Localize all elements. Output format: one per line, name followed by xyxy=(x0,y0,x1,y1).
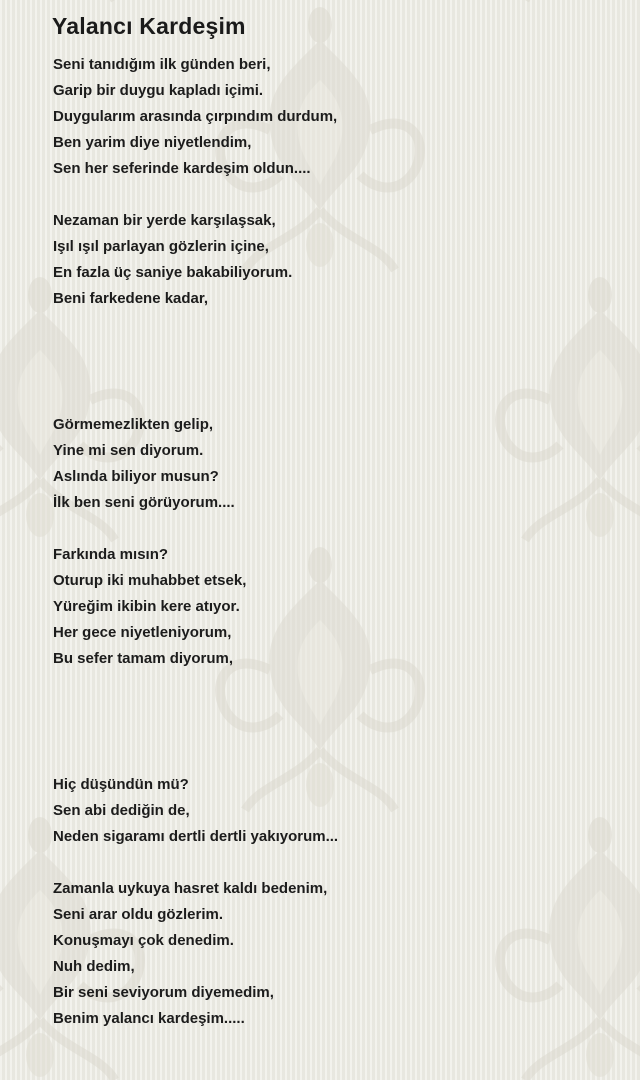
poem-line: Sen abi dediğin de, xyxy=(53,802,190,819)
poem-line: Neden sigaramı dertli dertli yakıyorum... xyxy=(53,828,339,845)
poem-line: Konuşmayı çok denedim. xyxy=(53,932,234,949)
stanza xyxy=(53,412,235,516)
poem-line: Görmemezlikten gelip, xyxy=(53,416,214,433)
poem-line: En fazla üç saniye bakabiliyorum. xyxy=(53,264,293,281)
stanza xyxy=(53,52,337,182)
poem-line: Yüreğim ikibin kere atıyor. xyxy=(53,598,240,615)
poem-line: Benim yalancı kardeşim..... xyxy=(53,1010,245,1027)
poem-line: Nezaman bir yerde karşılaşsak, xyxy=(53,212,276,229)
poem-line: Seni tanıdığım ilk günden beri, xyxy=(53,56,271,73)
poem-line: Hiç düşündün mü? xyxy=(53,776,189,793)
poem-line: Garip bir duygu kapladı içimi. xyxy=(53,82,264,99)
stanza xyxy=(53,772,338,850)
stanza xyxy=(53,876,327,1032)
poem-line: Farkında mısın? xyxy=(53,546,169,563)
stanza xyxy=(53,542,246,672)
poem-line: Nuh dedim, xyxy=(53,958,135,975)
poem-line: Ben yarim diye niyetlendim, xyxy=(53,134,252,151)
poem-line: Her gece niyetleniyorum, xyxy=(53,624,232,641)
poem-line: Duygularım arasında çırpındım durdum, xyxy=(53,108,338,125)
poem-line: Beni farkedene kadar, xyxy=(53,290,209,307)
poem-line: Sen her seferinde kardeşim oldun.... xyxy=(53,160,311,177)
stanza xyxy=(53,208,292,312)
poem-line: Aslında biliyor musun? xyxy=(53,468,219,485)
poem-line: Zamanla uykuya hasret kaldı bedenim, xyxy=(53,880,328,897)
poem-line: Işıl ışıl parlayan gözlerin içine, xyxy=(53,238,269,255)
poem-line: İlk ben seni görüyorum.... xyxy=(53,494,235,511)
poem-line: Oturup iki muhabbet etsek, xyxy=(53,572,247,589)
poem-line: Bu sefer tamam diyorum, xyxy=(53,650,234,667)
poem-title: Yalancı Kardeşim xyxy=(52,13,246,39)
poem-line: Bir seni seviyorum diyemedim, xyxy=(53,984,274,1001)
poem-line: Seni arar oldu gözlerim. xyxy=(53,906,224,923)
poem-line: Yine mi sen diyorum. xyxy=(53,442,204,459)
